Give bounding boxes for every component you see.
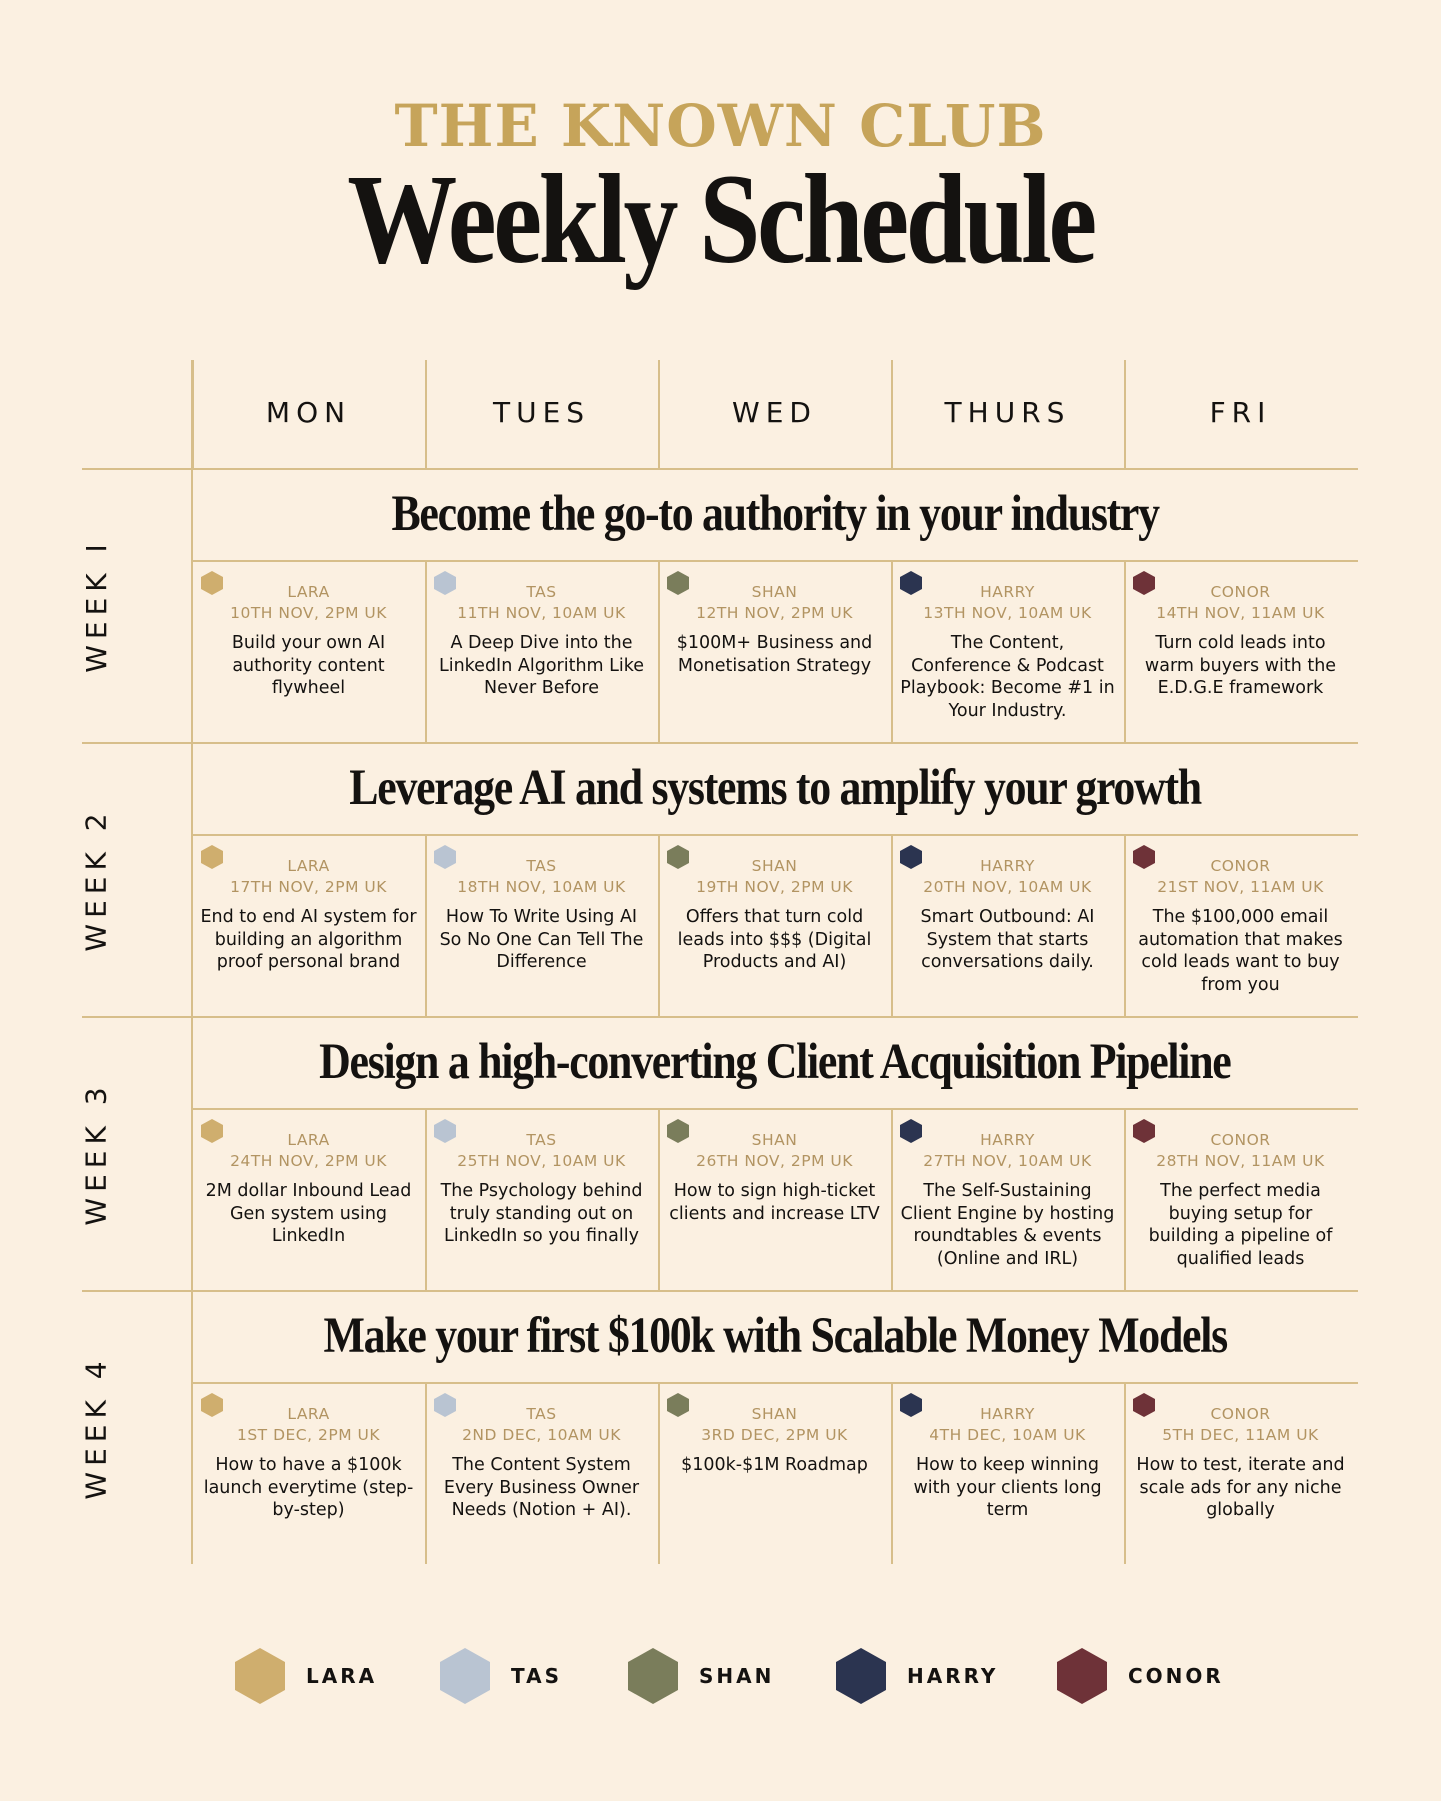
- session-date: 2ND DEC, 10AM UK: [462, 1426, 621, 1444]
- legend-name: SHAN: [699, 1664, 775, 1688]
- session-cell: [658, 560, 891, 742]
- session-date: 20TH NOV, 10AM UK: [923, 878, 1092, 896]
- session-cell: [891, 834, 1124, 1016]
- session-cell: [425, 1382, 658, 1564]
- session-presenter: CONOR: [1210, 1405, 1271, 1423]
- session-cell: [425, 834, 658, 1016]
- week-label-text: WEEK I: [79, 537, 113, 673]
- legend-hexagon-icon: [235, 1648, 285, 1704]
- session-cell: [658, 834, 891, 1016]
- session-title: End to end AI system for building an algorithm proof personal brand: [200, 907, 417, 972]
- legend-hexagon-icon: [1057, 1648, 1107, 1704]
- session-date: 3RD DEC, 2PM UK: [701, 1426, 848, 1444]
- session-presenter: SHAN: [751, 1405, 798, 1423]
- session-date: 25TH NOV, 10AM UK: [457, 1152, 626, 1170]
- session-title: The Content System Every Business Owner Needs (Notion + AI).: [443, 1455, 640, 1520]
- page-title: Weekly Schedule: [347, 148, 1094, 290]
- session-cell: [891, 1108, 1124, 1290]
- week-theme: [192, 468, 1358, 560]
- session-cell: [192, 834, 425, 1016]
- session-cell: [891, 560, 1124, 742]
- week-label-text: WEEK 4: [79, 1354, 113, 1500]
- week-theme-text: Make your first $100k with Scalable Money Models: [323, 1308, 1227, 1364]
- session-title: How To Write Using AI So No One Can Tell The Difference: [439, 907, 644, 972]
- session-title: $100k-$1M Roadmap: [681, 1455, 868, 1475]
- session-title: How to have a $100k launch everytime (step-by-step): [203, 1455, 414, 1520]
- session-presenter: HARRY: [980, 583, 1035, 601]
- day-header-fri: FRI: [1209, 395, 1272, 429]
- session-cell: [658, 1108, 891, 1290]
- legend-name: LARA: [306, 1664, 378, 1688]
- session-title: How to test, iterate and scale ads for any niche globally: [1136, 1455, 1345, 1520]
- session-cell: [1124, 1108, 1357, 1290]
- session-presenter: HARRY: [980, 1405, 1035, 1423]
- session-date: 5TH DEC, 11AM UK: [1162, 1426, 1319, 1444]
- session-date: 24TH NOV, 2PM UK: [230, 1152, 387, 1170]
- legend-item: [235, 1646, 377, 1706]
- session-date: 10TH NOV, 2PM UK: [230, 604, 387, 622]
- session-cell: [425, 560, 658, 742]
- session-title: Build your own AI authority content flywheel: [231, 633, 386, 698]
- session-presenter: CONOR: [1210, 1131, 1271, 1149]
- session-title: The Psychology behind truly standing out on LinkedIn so you finally: [440, 1181, 643, 1246]
- day-header-mon: MON: [265, 395, 352, 429]
- session-presenter: SHAN: [751, 583, 798, 601]
- week-theme: [192, 1016, 1358, 1108]
- session-presenter: TAS: [526, 583, 557, 601]
- session-title: 2M dollar Inbound Lead Gen system using LinkedIn: [205, 1181, 412, 1246]
- legend-hexagon-icon: [836, 1648, 886, 1704]
- week-theme: [192, 742, 1358, 834]
- session-presenter: LARA: [287, 583, 330, 601]
- session-title: $100M+ Business and Monetisation Strategy: [676, 633, 873, 676]
- session-cell: [1124, 1382, 1357, 1564]
- week-label: [0, 1016, 192, 1290]
- session-date: 13TH NOV, 10AM UK: [923, 604, 1092, 622]
- legend-name: CONOR: [1128, 1664, 1224, 1688]
- week-theme: [192, 1290, 1358, 1382]
- session-title: A Deep Dive into the LinkedIn Algorithm Like Never Before: [438, 633, 645, 698]
- session-date: 18TH NOV, 10AM UK: [457, 878, 626, 896]
- session-presenter: TAS: [526, 1131, 557, 1149]
- session-cell: [192, 1108, 425, 1290]
- session-presenter: SHAN: [751, 857, 798, 875]
- legend-item: [836, 1646, 998, 1706]
- session-presenter: HARRY: [980, 1131, 1035, 1149]
- day-header-tues: TUES: [492, 395, 591, 429]
- legend-item: [1057, 1646, 1224, 1706]
- day-header-wed: WED: [732, 395, 817, 429]
- session-presenter: LARA: [287, 1405, 330, 1423]
- week-label-text: WEEK 2: [79, 806, 113, 952]
- session-title: The perfect media buying setup for building a pipeline of qualified leads: [1148, 1181, 1333, 1269]
- session-title: The Content, Conference & Podcast Playbook: Become #1 in Your Industry.: [900, 633, 1115, 721]
- session-date: 26TH NOV, 2PM UK: [696, 1152, 853, 1170]
- session-cell: [425, 1108, 658, 1290]
- legend-hexagon-icon: [628, 1648, 678, 1704]
- legend-hexagon-icon: [440, 1648, 490, 1704]
- session-presenter: TAS: [526, 1405, 557, 1423]
- session-date: 17TH NOV, 2PM UK: [230, 878, 387, 896]
- session-title: The Self-Sustaining Client Engine by hosting roundtables & events (Online and IRL): [900, 1181, 1115, 1269]
- session-title: The $100,000 email automation that makes cold leads want to buy from you: [1138, 907, 1343, 995]
- week-theme-text: Become the go-to authority in your industry: [391, 486, 1159, 542]
- brand-name: THE KNOWN CLUB: [394, 92, 1047, 160]
- session-cell: [658, 1382, 891, 1564]
- day-header-thurs: THURS: [944, 395, 1071, 429]
- session-presenter: LARA: [287, 857, 330, 875]
- session-date: 14TH NOV, 11AM UK: [1156, 604, 1325, 622]
- week-label: [0, 1290, 192, 1564]
- session-date: 1ST DEC, 2PM UK: [236, 1426, 381, 1444]
- session-presenter: CONOR: [1210, 857, 1271, 875]
- session-title: Offers that turn cold leads into $$$ (Digital Products and AI): [677, 907, 872, 972]
- week-label: [0, 468, 192, 742]
- session-presenter: LARA: [287, 1131, 330, 1149]
- legend-item: [628, 1646, 774, 1706]
- session-date: 27TH NOV, 10AM UK: [923, 1152, 1092, 1170]
- session-presenter: SHAN: [751, 1131, 798, 1149]
- session-presenter: HARRY: [980, 857, 1035, 875]
- legend-name: TAS: [511, 1664, 562, 1688]
- session-date: 12TH NOV, 2PM UK: [696, 604, 853, 622]
- session-title: Smart Outbound: AI System that starts conversations daily.: [920, 907, 1095, 972]
- session-presenter: TAS: [526, 857, 557, 875]
- session-cell: [192, 1382, 425, 1564]
- session-date: 4TH DEC, 10AM UK: [929, 1426, 1086, 1444]
- week-label: [0, 742, 192, 1016]
- session-date: 21ST NOV, 11AM UK: [1157, 878, 1324, 896]
- session-cell: [1124, 834, 1357, 1016]
- session-cell: [1124, 560, 1357, 742]
- session-cell: [891, 1382, 1124, 1564]
- session-date: 19TH NOV, 2PM UK: [696, 878, 853, 896]
- session-title: How to sign high-ticket clients and increase LTV: [669, 1181, 880, 1224]
- week-theme-text: Design a high-converting Client Acquisition Pipeline: [319, 1034, 1231, 1090]
- session-cell: [192, 560, 425, 742]
- session-title: Turn cold leads into warm buyers with the E.D.G.E framework: [1144, 633, 1337, 698]
- session-date: 11TH NOV, 10AM UK: [457, 604, 626, 622]
- legend-item: [440, 1646, 562, 1706]
- week-label-text: WEEK 3: [79, 1080, 113, 1226]
- session-title: How to keep winning with your clients long term: [913, 1455, 1102, 1520]
- session-presenter: CONOR: [1210, 583, 1271, 601]
- session-date: 28TH NOV, 11AM UK: [1156, 1152, 1325, 1170]
- week-theme-text: Leverage AI and systems to amplify your growth: [349, 760, 1201, 816]
- legend-name: HARRY: [907, 1664, 999, 1688]
